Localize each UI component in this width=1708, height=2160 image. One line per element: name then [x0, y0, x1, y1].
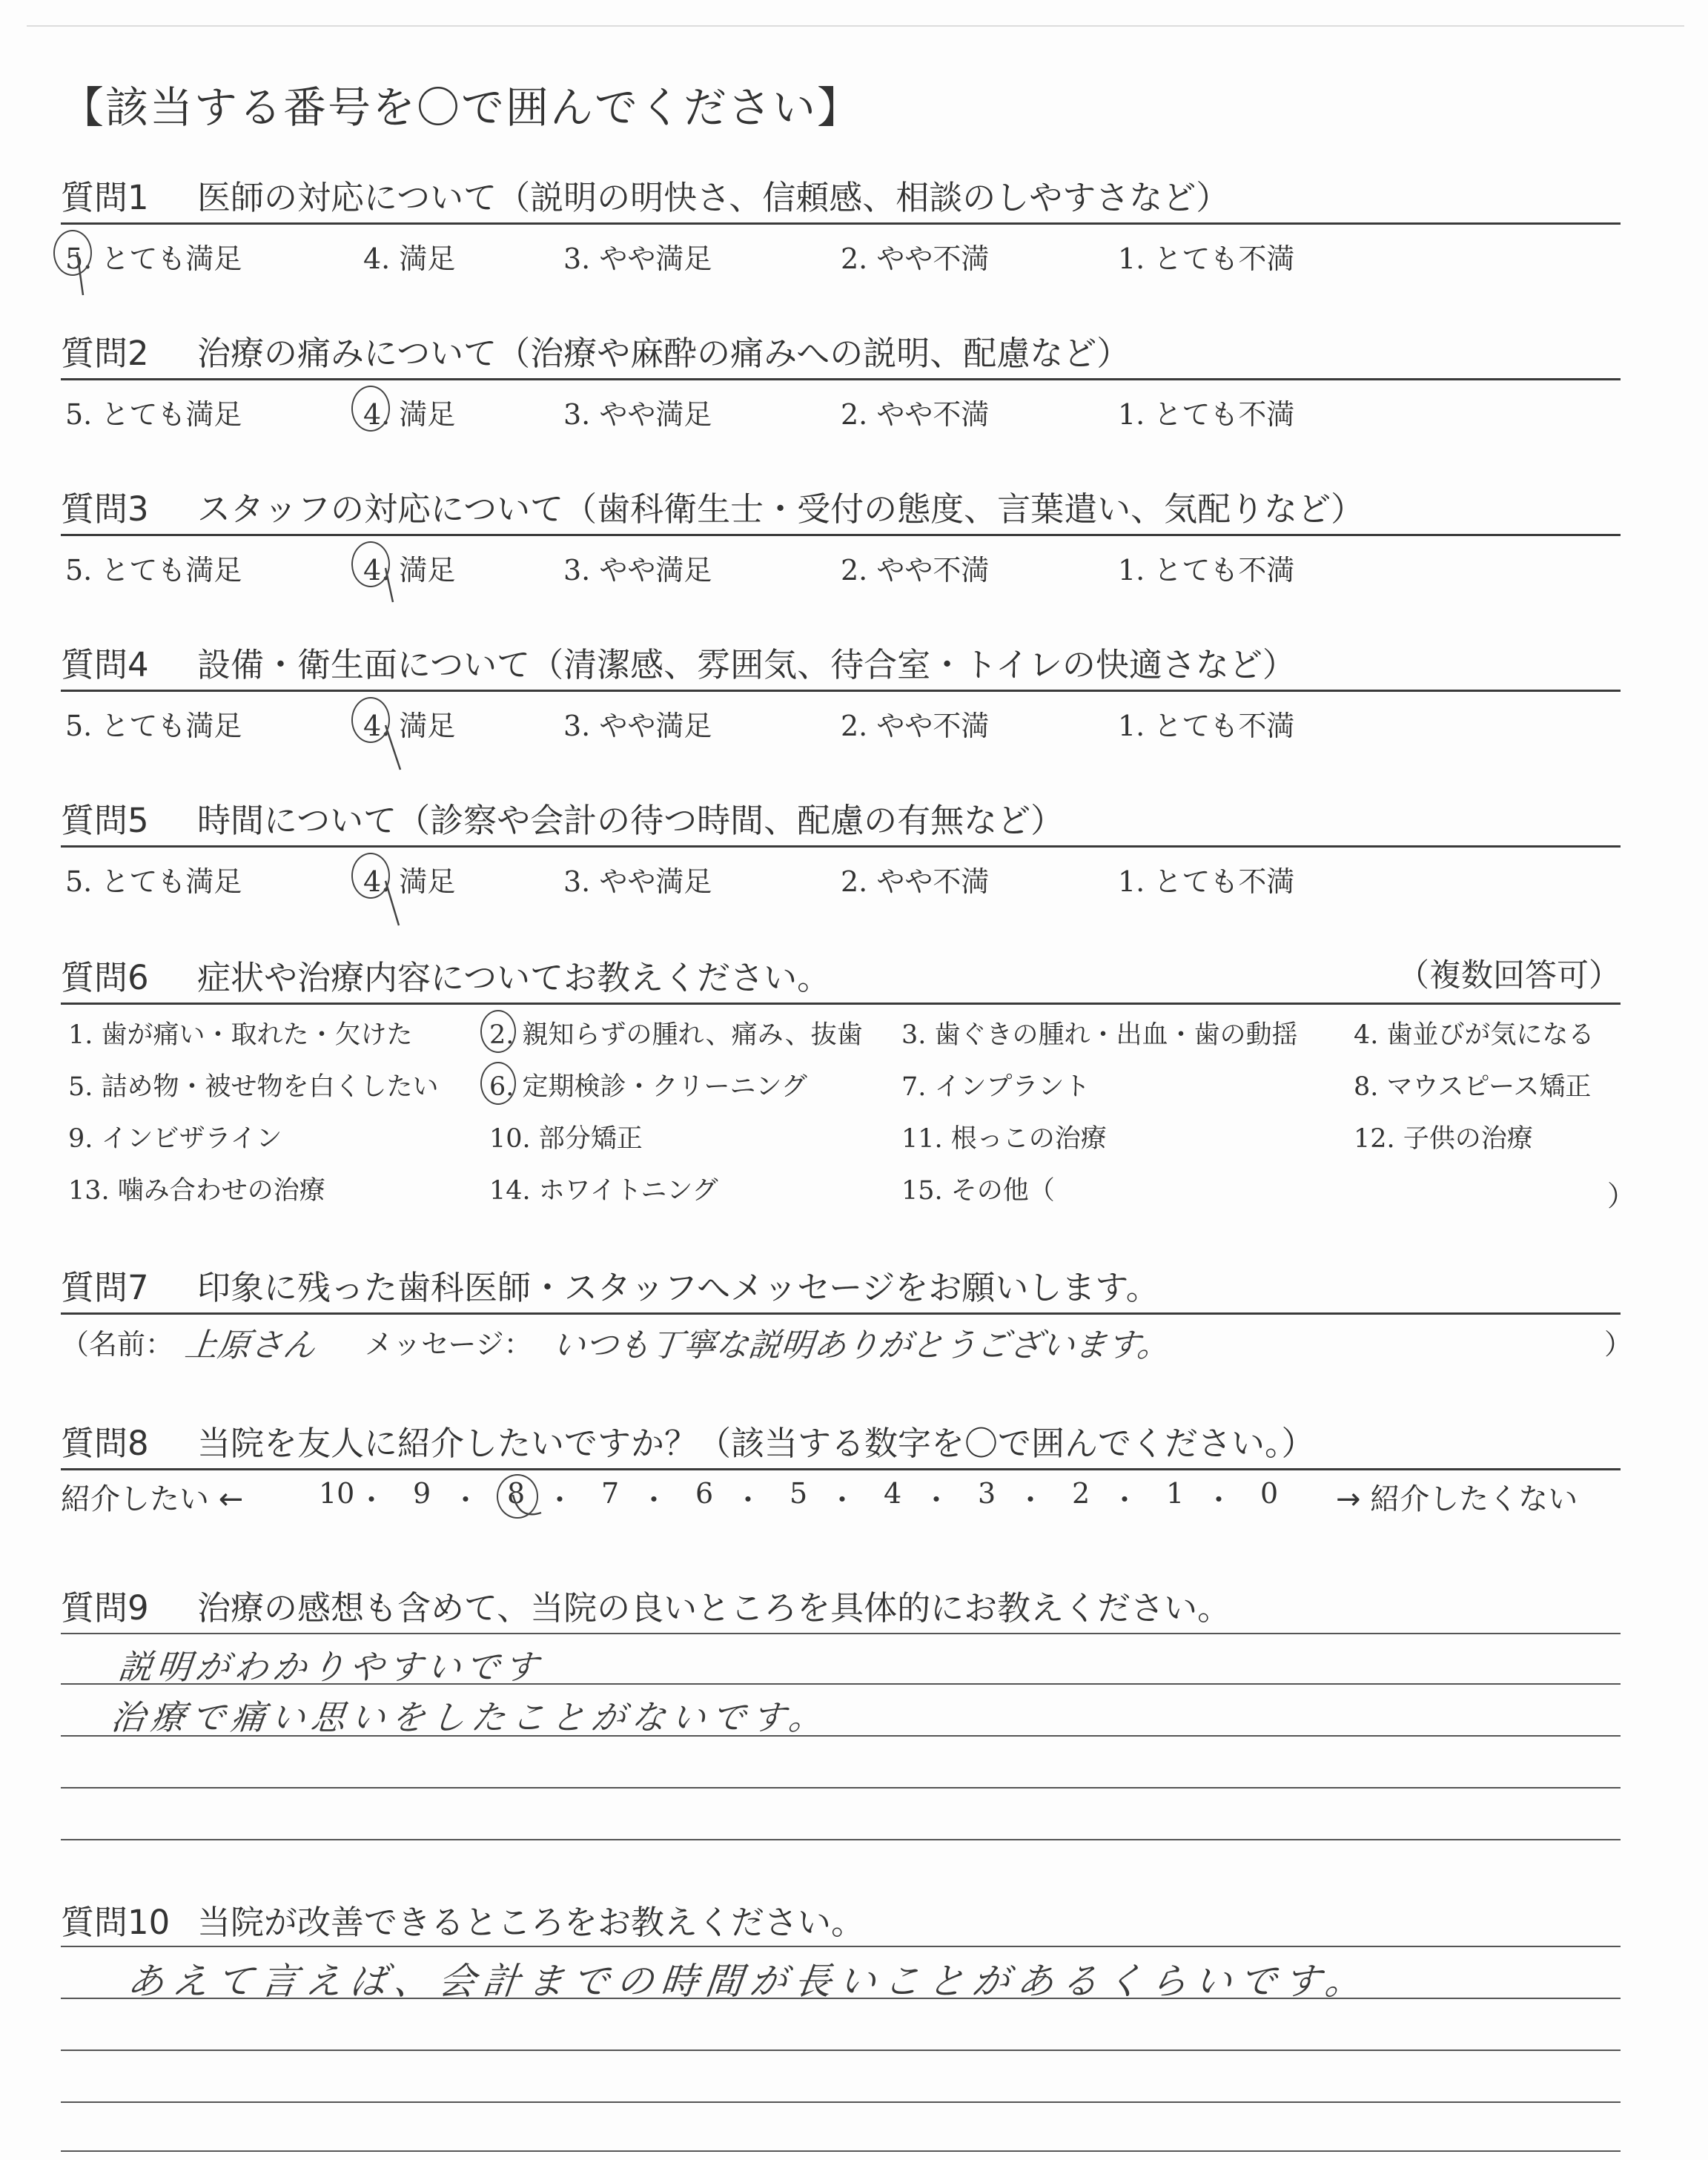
q3-number: 質問3 [61, 489, 149, 529]
q4-option-1[interactable]: 1. とても不満 [1118, 710, 1295, 742]
q2-option-4[interactable]: 4. 満足 [363, 398, 456, 431]
q9-number: 質問9 [61, 1588, 149, 1628]
q8-scale-separator: ・ [1016, 1484, 1045, 1516]
q8-right-label: → 紹介したくない [1336, 1482, 1578, 1516]
q5-text: 時間について（診察や会計の待つ時間、配慮の有無など） [197, 801, 1065, 840]
q6-option-4[interactable]: 4. 歯並びが気になる [1354, 1020, 1595, 1050]
q5-option-4[interactable]: 4. 満足 [363, 865, 456, 898]
q6-option-5[interactable]: 5. 詰め物・被せ物を白くしたい [68, 1072, 439, 1102]
q5-option-1[interactable]: 1. とても不満 [1118, 865, 1295, 898]
q8-scale-0[interactable]: 0 [1260, 1477, 1279, 1510]
q8-scale-separator: ・ [922, 1484, 951, 1516]
q8-scale-separator: ・ [546, 1484, 575, 1516]
q5-option-5[interactable]: 5. とても満足 [65, 865, 242, 898]
q8-scale-4[interactable]: 4 [884, 1477, 902, 1510]
q7-close: ） [1604, 1328, 1633, 1361]
q5-option-3[interactable]: 3. やや満足 [563, 865, 712, 898]
q8-scale-1[interactable]: 1 [1166, 1477, 1185, 1510]
q6-option-15[interactable]: 15. その他（ [901, 1176, 1055, 1206]
q6-multiple-note: （複数回答可） [1397, 957, 1621, 994]
q4-option-5[interactable]: 5. とても満足 [65, 710, 242, 742]
q8-scale-5[interactable]: 5 [790, 1477, 808, 1510]
q3-option-1[interactable]: 1. とても不満 [1118, 554, 1295, 587]
q3-option-5[interactable]: 5. とても満足 [65, 554, 242, 587]
q7-message-label: メッセージ： [365, 1328, 532, 1361]
form-header: 【該当する番号を〇で囲んでください】 [61, 82, 862, 133]
q8-text: 当院を友人に紹介したいですか？（該当する数字を〇で囲んでください。） [197, 1424, 1315, 1463]
q4-pen-tail [385, 725, 400, 770]
q1-option-5[interactable]: 5. とても満足 [65, 242, 242, 275]
q3-option-4[interactable]: 4. 満足 [363, 554, 456, 587]
q8-scale-7[interactable]: 7 [601, 1477, 620, 1510]
q8-scale-separator: ・ [1110, 1484, 1139, 1516]
q9-answer-2: 治療で痛い思いをしたことがないです。 [108, 1697, 831, 1737]
q6-option-6[interactable]: 6. 定期検診・クリーニング [489, 1072, 807, 1102]
q8-scale-separator: ・ [357, 1484, 386, 1516]
q8-scale-separator: ・ [734, 1484, 763, 1516]
q7-name-label: （名前： [61, 1328, 174, 1361]
q5-number: 質問5 [61, 801, 149, 840]
q7-number: 質問7 [61, 1268, 149, 1307]
q8-left-label: 紹介したい ← [61, 1482, 244, 1516]
q6-option-1[interactable]: 1. 歯が痛い・取れた・欠けた [68, 1020, 413, 1050]
q6-option-10[interactable]: 10. 部分矯正 [489, 1124, 643, 1154]
q8-number: 質問8 [61, 1424, 149, 1463]
q6-option-2[interactable]: 2. 親知らずの腫れ、痛み、抜歯 [489, 1020, 863, 1050]
q6-other-close: ） [1607, 1180, 1636, 1212]
q10-number: 質問10 [61, 1903, 171, 1942]
q8-scale-8[interactable]: 8 [507, 1477, 526, 1510]
q7-text: 印象に残った歯科医師・スタッフへメッセージをお願いします。 [197, 1268, 1159, 1307]
q5-option-2[interactable]: 2. やや不満 [841, 865, 990, 898]
q2-option-3[interactable]: 3. やや満足 [563, 398, 712, 431]
q6-option-14[interactable]: 14. ホワイトニング [489, 1176, 718, 1206]
q2-text: 治療の痛みについて（治療や麻酔の痛みへの説明、配慮など） [197, 334, 1131, 373]
q9-answer-1: 説明がわかりやすいです [116, 1647, 545, 1687]
q6-option-8[interactable]: 8. マウスピース矯正 [1354, 1072, 1592, 1102]
q4-option-4[interactable]: 4. 満足 [363, 710, 456, 742]
q1-number: 質問1 [61, 178, 149, 217]
q1-option-3[interactable]: 3. やや満足 [563, 242, 712, 275]
q8-scale-separator: ・ [451, 1484, 480, 1516]
q4-option-3[interactable]: 3. やや満足 [563, 710, 712, 742]
q10-answer-1: あえて言えば、会計までの時間が長いことがあるくらいです。 [125, 1960, 1372, 2003]
q8-scale-3[interactable]: 3 [978, 1477, 996, 1510]
q3-text: スタッフの対応について（歯科衛生士・受付の態度、言葉遣い、気配りなど） [197, 489, 1365, 529]
q4-text: 設備・衛生面について（清潔感、雰囲気、待合室・トイレの快適さなど） [197, 645, 1296, 684]
q2-option-1[interactable]: 1. とても不満 [1118, 398, 1295, 431]
q8-pen-tail [513, 1495, 541, 1514]
q1-text: 医師の対応について（説明の明快さ、信頼感、相談のしやすさなど） [197, 178, 1230, 217]
q2-option-5[interactable]: 5. とても満足 [65, 398, 242, 431]
q1-pen-tail [77, 252, 83, 295]
q4-number: 質問4 [61, 645, 149, 684]
q7-message-value: いつも丁寧な説明ありがとうございます。 [550, 1327, 1172, 1364]
q1-option-4[interactable]: 4. 満足 [363, 242, 456, 275]
q2-number: 質問2 [61, 334, 149, 373]
q8-scale-9[interactable]: 9 [413, 1477, 431, 1510]
q6-option-13[interactable]: 13. 噛み合わせの治療 [68, 1176, 325, 1206]
q8-scale-separator: ・ [1205, 1484, 1234, 1516]
q4-option-2[interactable]: 2. やや不満 [841, 710, 990, 742]
q7-name-value: 上原さん [182, 1327, 318, 1364]
q6-number: 質問6 [61, 958, 149, 997]
q8-scale-2[interactable]: 2 [1072, 1477, 1090, 1510]
q3-pen-tail [385, 568, 393, 602]
q8-scale-separator: ・ [640, 1484, 669, 1516]
q1-option-2[interactable]: 2. やや不満 [841, 242, 990, 275]
q10-text: 当院が改善できるところをお教えください。 [197, 1903, 865, 1942]
q6-option-12[interactable]: 12. 子供の治療 [1354, 1124, 1533, 1154]
q2-option-2[interactable]: 2. やや不満 [841, 398, 990, 431]
q6-option-3[interactable]: 3. 歯ぐきの腫れ・出血・歯の動揺 [901, 1020, 1298, 1050]
q3-option-2[interactable]: 2. やや不満 [841, 554, 990, 587]
q8-scale-6[interactable]: 6 [695, 1477, 714, 1510]
q8-scale-separator: ・ [828, 1484, 857, 1516]
q1-option-1[interactable]: 1. とても不満 [1118, 242, 1295, 275]
q3-option-3[interactable]: 3. やや満足 [563, 554, 712, 587]
q5-pen-tail [385, 881, 399, 925]
q8-scale-10[interactable]: 10 [319, 1477, 355, 1510]
q6-option-11[interactable]: 11. 根っこの治療 [901, 1124, 1107, 1154]
q9-text: 治療の感想も含めて、当院の良いところを具体的にお教えください。 [197, 1588, 1231, 1628]
q6-option-9[interactable]: 9. インビザライン [68, 1124, 282, 1154]
q6-option-7[interactable]: 7. インプラント [901, 1072, 1090, 1102]
q6-text: 症状や治療内容についてお教えください。 [197, 958, 831, 997]
